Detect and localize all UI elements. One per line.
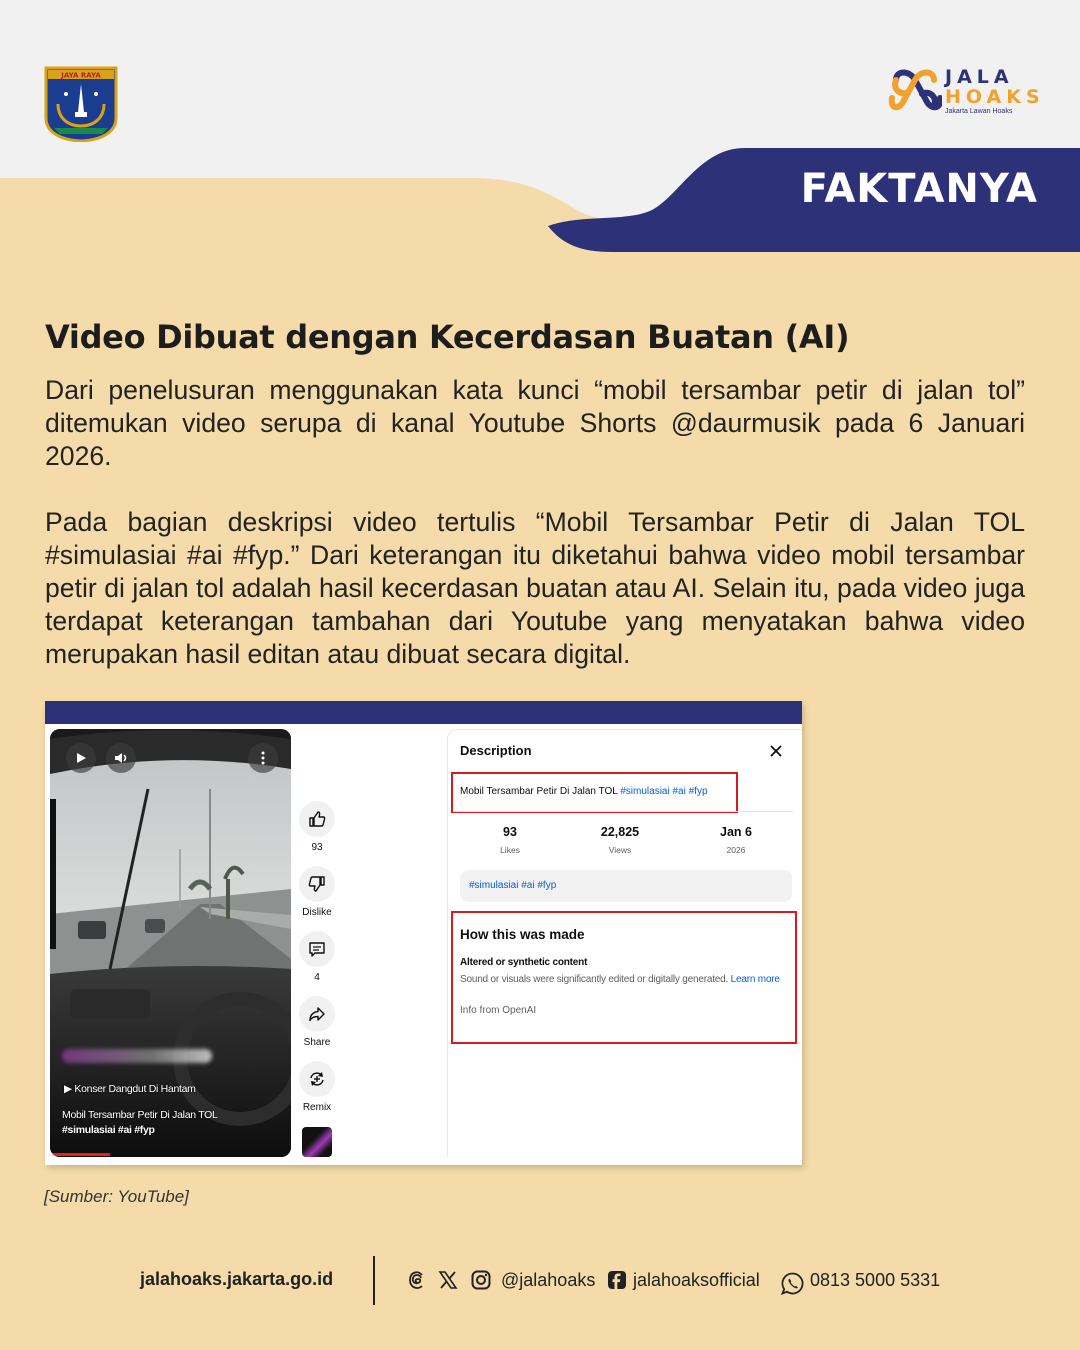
close-icon[interactable] (766, 741, 786, 761)
stat-views (570, 825, 670, 855)
play-button[interactable] (66, 743, 96, 773)
brand-word-jala: JALA (945, 66, 1014, 88)
x-twitter-icon[interactable] (437, 1269, 459, 1291)
facebook-icon[interactable] (606, 1269, 628, 1291)
video-caption-tags: #simulasiai #ai #fyp (62, 1124, 155, 1136)
footer-divider (373, 1256, 375, 1305)
how-this-was-made-title: How this was made (460, 927, 585, 942)
screenshot-top-bar (45, 701, 802, 724)
dislike-icon (308, 875, 326, 893)
altered-content-text: Sound or visuals were significantly edited or digitally generated. (460, 974, 731, 985)
remix-button[interactable] (299, 1061, 335, 1097)
hashtag-links[interactable]: #simulasiai #ai #fyp (469, 880, 557, 891)
description-divider (453, 811, 793, 812)
description-hashtag-links[interactable]: #simulasiai #ai #fyp (620, 786, 708, 797)
header (0, 0, 1080, 260)
stat-likes-label: Likes (500, 845, 520, 855)
music-play-icon: ▶ (64, 1083, 75, 1095)
like-action[interactable] (297, 801, 337, 853)
share-button[interactable] (299, 996, 335, 1032)
remix-icon (308, 1070, 326, 1088)
share-action[interactable] (297, 996, 337, 1048)
like-button[interactable] (299, 801, 335, 837)
sound-thumbnail[interactable] (302, 1127, 332, 1157)
jalahoaks-logo (888, 66, 1045, 118)
stat-views-value: 22,825 (600, 825, 640, 839)
footer (0, 1250, 1080, 1310)
comment-action[interactable] (297, 931, 337, 983)
dislike-action[interactable] (297, 866, 337, 918)
whatsapp-icon[interactable] (780, 1271, 805, 1296)
video-caption-title: Mobil Tersambar Petir Di Jalan TOL (62, 1109, 218, 1121)
stat-views-label: Views (608, 845, 632, 855)
description-title: Description (460, 743, 532, 758)
instagram-icon[interactable] (470, 1269, 492, 1291)
dislike-button[interactable] (299, 866, 335, 902)
dislike-label: Dislike (302, 907, 332, 918)
remix-action[interactable] (297, 1061, 337, 1113)
stat-date-value: Jan 6 (720, 825, 752, 839)
stat-likes-value: 93 (503, 825, 517, 839)
stat-date (686, 825, 786, 855)
description-plain: Mobil Tersambar Petir Di Jalan TOL (460, 786, 621, 797)
stat-date-year: 2026 (726, 845, 746, 855)
jalahoaks-mark-icon (888, 66, 942, 118)
like-icon (308, 810, 326, 828)
info-source: Info from OpenAI (460, 1005, 537, 1016)
more-vertical-icon (261, 751, 265, 765)
threads-icon[interactable] (406, 1269, 428, 1291)
highlight-box-how-made (451, 911, 797, 1044)
youtube-screenshot (45, 701, 802, 1165)
video-progress-bar[interactable] (50, 1153, 110, 1156)
facebook-handle[interactable]: jalahoaksofficial (633, 1270, 760, 1290)
description-panel (447, 729, 802, 1157)
learn-more-link[interactable]: Learn more (730, 974, 780, 985)
altered-content-title: Altered or synthetic content (460, 957, 588, 968)
comment-icon (308, 940, 326, 958)
whatsapp-number[interactable]: 0813 5000 5331 (810, 1270, 941, 1290)
stat-likes (460, 825, 560, 855)
website-link[interactable]: jalahoaks.jakarta.go.id (140, 1269, 334, 1289)
play-icon (75, 752, 87, 764)
crest-text: JAYA RAYA (61, 71, 101, 80)
volume-icon (114, 752, 128, 764)
header-background (0, 0, 1080, 260)
source-caption: [Sumber: YouTube] (44, 1187, 189, 1206)
music-line[interactable] (64, 1083, 196, 1095)
music-title: Konser Dangdut Di Hantam (74, 1083, 196, 1095)
faktanya-badge: FAKTANYA (800, 166, 1038, 212)
comment-count: 4 (314, 972, 320, 983)
comment-button[interactable] (299, 931, 335, 967)
article-title: Video Dibuat dengan Kecerdasan Buatan (AI) (45, 318, 850, 356)
remix-label: Remix (302, 1102, 332, 1113)
article-paragraph-1: Dari penelusuran menggunakan kata kunci “mobil tersambar petir di jalan tol” ditemukan video serupa di kanal Youtube Shorts @daurmusik pada 6 Januari 2026. (45, 375, 1025, 471)
volume-button[interactable] (106, 743, 136, 773)
hashtag-box (460, 870, 792, 902)
shorts-video-player[interactable] (50, 729, 291, 1157)
highlight-box-description (451, 772, 738, 813)
article-paragraph-2: Pada bagian deskripsi video tertulis “Mobil Tersambar Petir di Jalan TOL #simulasiai #ai #fyp.” Dari keterangan itu diketahui bahwa video mobil tersambar petir di jalan tol adalah hasil kecerdasan buatan atau AI. Selain itu, pada video juga terdapat keterangan tambahan dari Youtube yang menyatakan bahwa video merupakan hasil editan atau dibuat secara digital. (45, 507, 1025, 669)
like-count: 93 (311, 842, 323, 853)
jakarta-crest-logo (44, 66, 118, 142)
share-icon (308, 1005, 326, 1023)
more-options-button[interactable] (248, 743, 278, 773)
blurred-channel-row (62, 1049, 212, 1063)
social-handle[interactable]: @jalahoaks (501, 1270, 596, 1290)
brand-word-hoaks: HOAKS (945, 86, 1045, 108)
brand-tagline: Jakarta Lawan Hoaks (945, 108, 1013, 115)
share-label: Share (303, 1037, 331, 1048)
